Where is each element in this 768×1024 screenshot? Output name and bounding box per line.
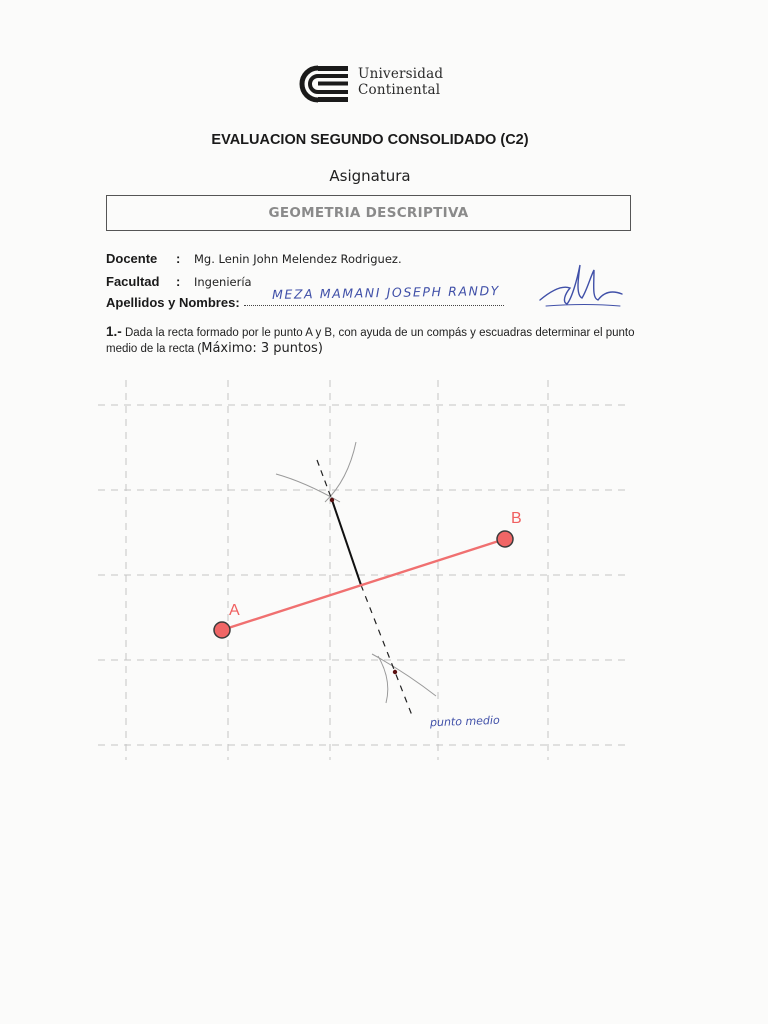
logo-line-1: Universidad <box>358 66 444 82</box>
facultad-value: Ingeniería <box>194 275 252 289</box>
nombres-colon: : <box>235 295 240 310</box>
nombres-label <box>106 295 240 310</box>
university-name <box>358 66 443 98</box>
construction-drawing <box>0 360 768 780</box>
point-a-marker <box>214 622 230 638</box>
question-max-points: Máximo: 3 puntos) <box>201 341 323 356</box>
dashed-grid <box>98 380 628 760</box>
subject-name-box <box>106 195 631 231</box>
point-b-marker <box>497 531 513 547</box>
subject-name: GEOMETRIA DESCRIPTIVA <box>268 205 469 221</box>
question-1 <box>106 324 666 357</box>
exam-title: EVALUACION SEGUNDO CONSOLIDADO (C2) <box>211 132 529 148</box>
docente-value: Mg. Lenin John Melendez Rodriguez. <box>194 252 402 266</box>
point-b-label: B <box>511 510 522 527</box>
nombres-label-text: Apellidos y Nombres <box>106 295 236 310</box>
facultad-label: Facultad <box>106 274 160 289</box>
question-number: 1.- <box>106 324 122 339</box>
question-text: Dada la recta formado por le punto A y B, con ayuda de un compás y escuadras determinar el punto medio de la recta ( <box>106 327 635 355</box>
arc-intersection-top <box>330 498 334 502</box>
facultad-colon: : <box>176 274 181 289</box>
signature-icon <box>532 260 627 315</box>
logo-line-2: Continental <box>358 82 441 98</box>
segment-ab <box>222 539 505 630</box>
docente-label: Docente <box>106 251 158 266</box>
midpoint-annotation: punto medio <box>429 713 500 730</box>
docente-colon: : <box>176 251 181 266</box>
arc-intersection-bottom <box>393 670 397 674</box>
subject-label: Asignatura <box>329 167 411 185</box>
bisector-solid <box>332 500 361 585</box>
student-name: MEZA MAMANI JOSEPH RANDY <box>271 283 501 302</box>
point-a-label: A <box>229 602 240 619</box>
university-logo-icon <box>287 65 349 103</box>
compass-arc <box>378 656 388 703</box>
